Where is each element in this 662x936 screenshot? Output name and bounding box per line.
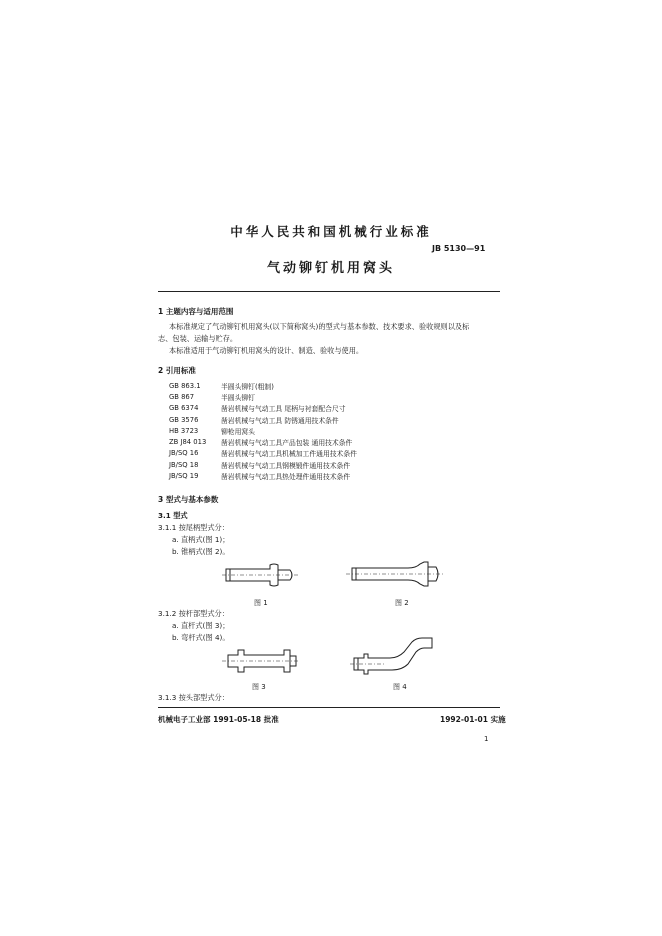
- reference-title: 半圆头铆钉: [221, 393, 255, 402]
- figure-1-caption: 图 1: [254, 599, 268, 607]
- section-1-para-1-line-1: 本标准规定了气动铆钉机用窝头(以下简称窝头)的型式与基本参数、技术要求、验收规则以及标: [169, 322, 470, 331]
- section-3-1-1-a: a. 直柄式(图 1)；: [172, 535, 230, 544]
- effective-date: 1992-01-01 实施: [440, 715, 506, 724]
- footer-rule: [158, 707, 500, 708]
- reference-title: 半圆头铆钉(粗制): [221, 382, 274, 391]
- reference-title: 凿岩机械与气动工具产品包装 通用技术条件: [221, 439, 353, 448]
- section-3-1-2: 3.1.2 按杆部型式分：: [158, 609, 229, 618]
- reference-row: [169, 425, 357, 436]
- section-3-1-1-b: b. 锥柄式(图 2)。: [172, 547, 230, 556]
- reference-title: 凿岩机械与气动工具 防锈通用技术条件: [221, 416, 339, 425]
- section-1-para-2: 本标准适用于气动铆钉机用窝头的设计、制造、验收与使用。: [169, 346, 364, 355]
- reference-title: 铆枪用窝头: [221, 427, 255, 436]
- reference-code: GB 6374: [169, 404, 199, 413]
- reference-row: [169, 459, 357, 470]
- page-number: 1: [484, 735, 489, 743]
- reference-title: 凿岩机械与气动工具 尾柄与衬套配合尺寸: [221, 405, 346, 414]
- section-2-heading: 2 引用标准: [158, 366, 196, 375]
- reference-code: JB/SQ 18: [169, 460, 199, 469]
- section-3-heading: 3 型式与基本参数: [158, 495, 219, 504]
- reference-code: GB 3576: [169, 415, 199, 424]
- figure-4-caption: 图 4: [393, 683, 407, 691]
- reference-title: 凿岩机械与气动工具机械加工件通用技术条件: [221, 450, 357, 459]
- figure-4-bent-rod: [346, 634, 446, 678]
- reference-list: [169, 380, 357, 482]
- approval-line: 机械电子工业部 1991-05-18 批准: [158, 715, 279, 724]
- reference-code: HB 3723: [169, 426, 199, 435]
- reference-row: [169, 391, 357, 402]
- reference-code: ZB J84 013: [169, 438, 207, 447]
- section-3-1-1: 3.1.1 按尾柄型式分：: [158, 523, 229, 532]
- reference-row: [169, 414, 357, 425]
- reference-code: JB/SQ 19: [169, 472, 199, 481]
- section-3-1-2-a: a. 直杆式(图 3)；: [172, 621, 230, 630]
- header-rule: [158, 291, 500, 292]
- reference-title: 凿岩机械与气动工具钢模锻件通用技术条件: [221, 461, 351, 470]
- reference-row: [169, 448, 357, 459]
- standard-number: JB 5130—91: [432, 244, 486, 253]
- section-3-1-heading: 3.1 型式: [158, 511, 188, 520]
- figure-3-caption: 图 3: [252, 683, 266, 691]
- figure-3-straight-rod: [222, 645, 302, 677]
- figure-1-straight-shank: [222, 560, 302, 592]
- section-1-heading: 1 主题内容与适用范围: [158, 307, 234, 316]
- section-1-para-1-line-2: 志、包装、运输与贮存。: [158, 334, 238, 343]
- reference-row: [169, 403, 357, 414]
- reference-row: [169, 470, 357, 481]
- figure-2-caption: 图 2: [395, 599, 409, 607]
- figure-2-tapered-shank: [346, 558, 446, 592]
- reference-code: JB/SQ 16: [169, 449, 199, 458]
- document-title: 气动铆钉机用窝头: [266, 261, 395, 276]
- reference-row: [169, 380, 357, 391]
- reference-code: GB 863.1: [169, 381, 201, 390]
- section-3-1-3: 3.1.3 按头部型式分：: [158, 693, 229, 702]
- reference-code: GB 867: [169, 392, 195, 401]
- section-3-1-2-b: b. 弯杆式(图 4)。: [172, 633, 230, 642]
- reference-row: [169, 436, 357, 447]
- org-title: 中华人民共和国机械行业标准: [230, 224, 432, 239]
- reference-title: 凿岩机械与气动工具热处理件通用技术条件: [221, 473, 351, 482]
